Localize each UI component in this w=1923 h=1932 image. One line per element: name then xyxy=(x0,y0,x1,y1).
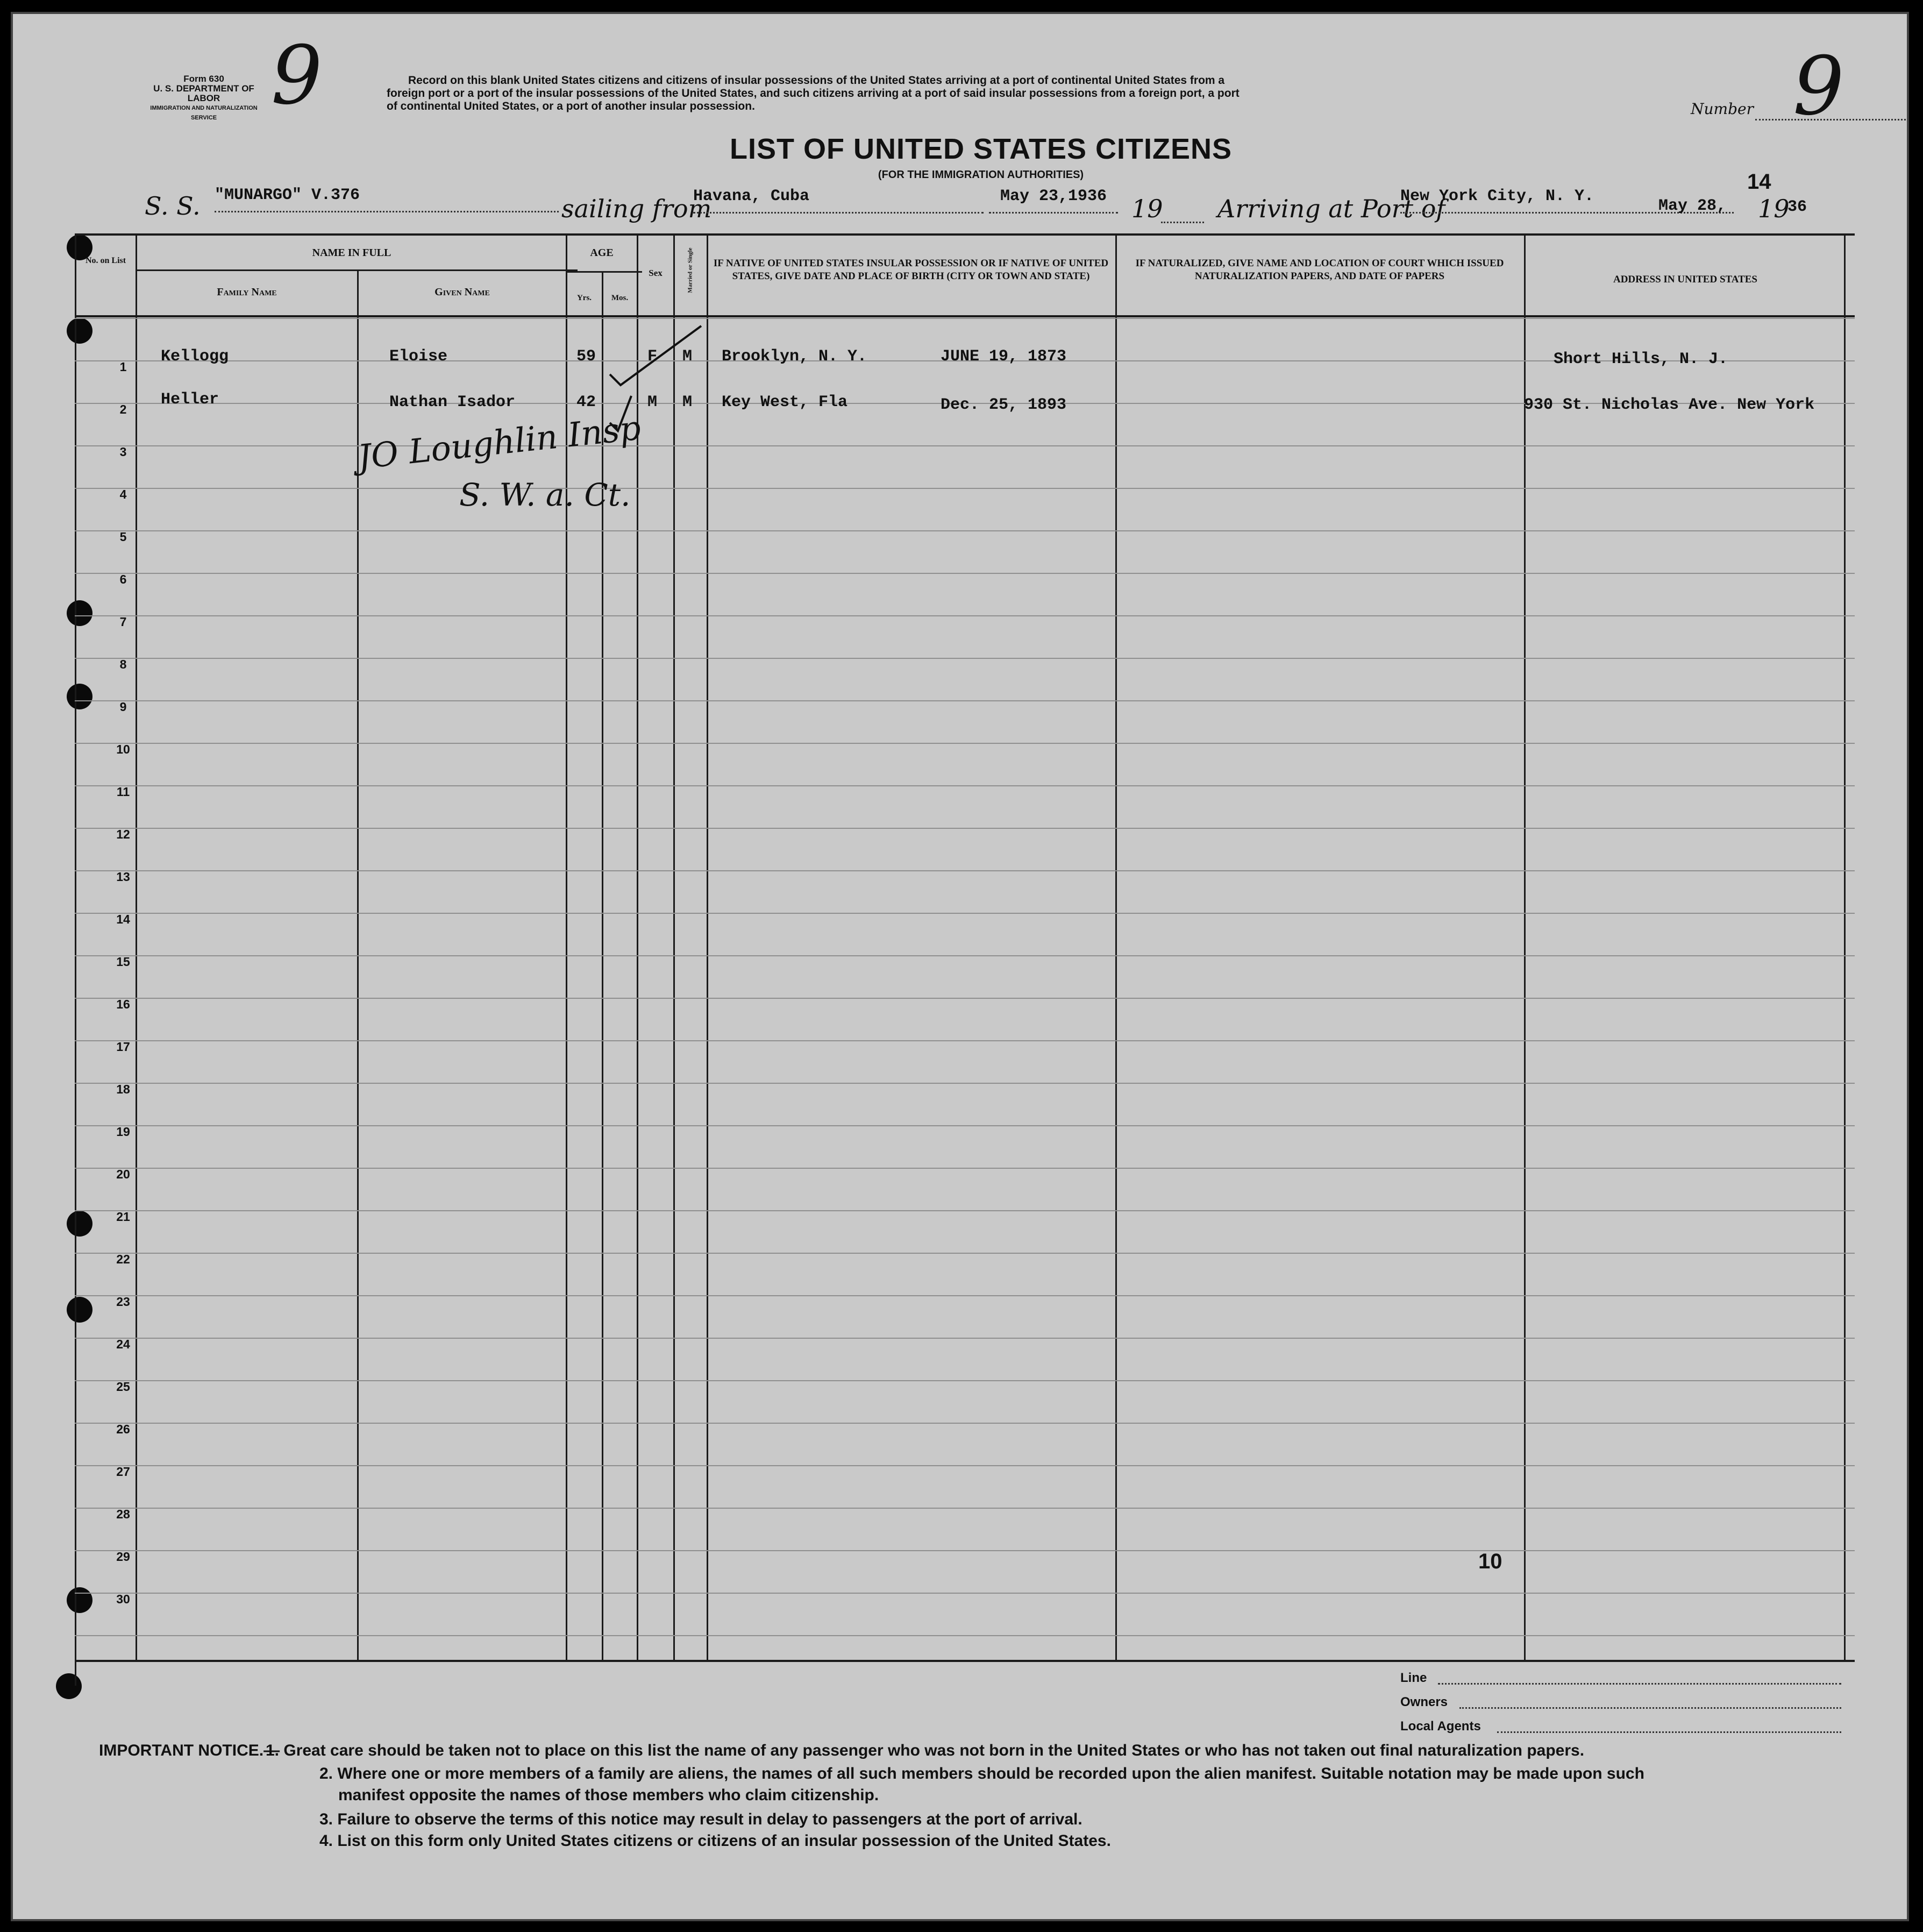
row-rule xyxy=(75,1635,1855,1636)
row-rule xyxy=(75,1550,1855,1551)
row-rule xyxy=(75,913,1855,914)
page-title: LIST OF UNITED STATES CITIZENS xyxy=(730,133,1232,165)
ss-label: S. S. xyxy=(145,191,201,221)
row-rule xyxy=(75,1338,1855,1339)
row-number: 12 xyxy=(116,827,130,841)
notice-heading: IMPORTANT NOTICE.— xyxy=(99,1742,280,1759)
age-years-cell: 42 xyxy=(576,393,596,411)
age-years-cell: 59 xyxy=(576,347,596,366)
header-naturalized: IF NATURALIZED, GIVE NAME AND LOCATION OF COURT WHICH ISSUED NATURALIZATION PAPERS, AND DATE OF PAPERS xyxy=(1135,258,1504,282)
row-rule xyxy=(75,1083,1855,1084)
row-number: 27 xyxy=(116,1465,130,1479)
binder-hole xyxy=(67,1297,92,1323)
marital-cell: M xyxy=(682,347,693,366)
year-suffix: 36 xyxy=(1787,198,1807,216)
row-number: 6 xyxy=(119,572,127,586)
form-id: Form 630 U. S. DEPARTMENT OF LABOR IMMIGRATION AND NATURALIZATION SERVICE xyxy=(150,74,258,121)
binder-hole xyxy=(67,1587,92,1613)
notice-3: 3. Failure to observe the terms of this notice may result in delay to passengers at the port of arrival. xyxy=(319,1810,1082,1828)
page-subtitle: (FOR THE IMMIGRATION AUTHORITIES) xyxy=(878,169,1084,181)
row-number: 2 xyxy=(119,402,127,416)
row-number: 28 xyxy=(116,1507,130,1521)
row-number: 29 xyxy=(116,1550,130,1564)
row-rule xyxy=(75,1508,1855,1509)
col-line xyxy=(673,233,675,1661)
family-name-cell: Heller xyxy=(161,390,219,409)
instructions: Record on this blank United States citizens and citizens of insular possessions of the United States arriving at a port of continental United States from a foreign port or a port of the insular possessions of the United States, and such citizens arriving at a port of said insular possessions from a foreign port, a port of continental United States, or a port of another insular possession. xyxy=(387,74,1240,112)
binder-hole xyxy=(67,1211,92,1237)
row-number: 15 xyxy=(116,955,130,969)
row-rule xyxy=(75,318,1855,319)
given-name-cell: Eloise xyxy=(389,347,448,366)
table-top-border xyxy=(75,233,1855,236)
birthdate-cell: JUNE 19, 1873 xyxy=(941,347,1067,366)
sail-date: May 23,1936 xyxy=(989,187,1118,214)
row-rule xyxy=(75,1125,1855,1126)
header-yrs: Yrs. xyxy=(576,294,592,302)
notice-1: 1. Great care should be taken not to place on this list the name of any passenger who was not born in the United States or who has not taken out final naturalization papers. xyxy=(266,1742,1585,1759)
col-line xyxy=(707,233,708,1661)
col-line xyxy=(75,233,76,1686)
arriving-label: Arriving at Port of xyxy=(1217,194,1445,223)
row-number: 23 xyxy=(116,1295,130,1309)
year-prefix-1: 19 xyxy=(1131,194,1163,223)
row-number: 26 xyxy=(116,1422,130,1436)
row-number: 19 xyxy=(116,1125,130,1139)
row-number: 24 xyxy=(116,1337,130,1351)
row-number: 4 xyxy=(119,487,127,501)
row-rule xyxy=(75,573,1855,574)
row-rule xyxy=(75,1210,1855,1211)
inspector-note: S. W. a. Ct. xyxy=(459,477,631,513)
number-label: Number xyxy=(1691,100,1754,118)
row-number: 5 xyxy=(119,530,127,544)
line-field xyxy=(1438,1683,1841,1685)
number-value: 9 xyxy=(1793,40,1844,133)
handwritten-number: 9 xyxy=(271,29,323,123)
row-rule xyxy=(75,1040,1855,1041)
address-cell: 930 St. Nicholas Ave. New York xyxy=(1524,396,1815,414)
binder-hole xyxy=(67,600,92,626)
birthdate-cell: Dec. 25, 1893 xyxy=(941,396,1067,414)
header-given-name: Given Name xyxy=(435,286,490,298)
inspector-signature: JO Loughlin Insp xyxy=(355,408,643,477)
header-married-single: Married or Single xyxy=(687,247,694,293)
row-number: 25 xyxy=(116,1380,130,1394)
binder-hole xyxy=(56,1673,82,1699)
header-no-on-list: No. on List xyxy=(85,256,126,265)
row-rule xyxy=(75,1295,1855,1296)
row-number: 1 xyxy=(119,360,127,374)
agents-label: Local Agents xyxy=(1400,1719,1481,1734)
col-line xyxy=(1115,233,1117,1661)
family-name-cell: Kellogg xyxy=(161,347,229,366)
row-number: 10 xyxy=(116,742,130,756)
row-number: 9 xyxy=(119,700,127,714)
agents-field xyxy=(1497,1731,1841,1733)
col-line xyxy=(1844,233,1846,1661)
binder-hole xyxy=(67,318,92,344)
arriving-port: New York City, N. Y. xyxy=(1400,187,1734,214)
row-rule xyxy=(75,743,1855,744)
row-rule xyxy=(75,1253,1855,1254)
row-number: 11 xyxy=(116,785,130,799)
header-family-name: Family Name xyxy=(217,286,277,298)
table-bottom-border xyxy=(75,1660,1855,1662)
row-rule xyxy=(75,955,1855,956)
row-number: 18 xyxy=(116,1082,130,1096)
notice-2a: 2. Where one or more members of a family are aliens, the names of all such members should be recorded upon the alien manifest. Suitable notation may be made upon such xyxy=(319,1765,1644,1782)
sex-cell: M xyxy=(647,393,658,411)
row-rule xyxy=(75,658,1855,659)
sailing-from-label: sailing from xyxy=(561,194,712,223)
row-rule xyxy=(75,488,1855,489)
notice-2b: manifest opposite the names of those members who claim citizenship. xyxy=(338,1786,879,1804)
row-number: 22 xyxy=(116,1252,130,1266)
line-label: Line xyxy=(1400,1671,1427,1685)
year-prefix-2: 19 xyxy=(1758,194,1790,223)
row-rule xyxy=(75,828,1855,829)
row-rule xyxy=(75,1423,1855,1424)
row-rule xyxy=(75,530,1855,531)
row-number: 13 xyxy=(116,870,130,884)
header-address: ADDRESS IN UNITED STATES xyxy=(1613,274,1757,285)
row-rule xyxy=(75,1593,1855,1594)
row-number: 16 xyxy=(116,997,130,1011)
header-mos: Mos. xyxy=(611,294,629,302)
row-number: 20 xyxy=(116,1167,130,1181)
row-rule xyxy=(75,998,1855,999)
row-rule xyxy=(75,1380,1855,1381)
row-rule xyxy=(75,445,1855,446)
page-count-stamp: 10 xyxy=(1478,1550,1502,1573)
col-line xyxy=(357,271,359,1661)
col-line xyxy=(1524,233,1526,1661)
binder-hole xyxy=(67,684,92,709)
row-number: 14 xyxy=(116,912,130,926)
notice-4: 4. List on this form only United States citizens or citizens of an insular possession of the United States. xyxy=(319,1832,1111,1850)
ship-name: "MUNARGO" V.376 xyxy=(215,186,559,212)
row-rule xyxy=(75,1168,1855,1169)
year-line-1 xyxy=(1161,222,1204,223)
row-rule xyxy=(75,870,1855,871)
marital-cell: M xyxy=(682,393,693,411)
row-number: 30 xyxy=(116,1592,130,1606)
row-number: 17 xyxy=(116,1040,130,1054)
sex-cell: F xyxy=(647,347,658,366)
owners-label: Owners xyxy=(1400,1695,1448,1709)
row-number: 7 xyxy=(119,615,127,629)
given-name-cell: Nathan Isador xyxy=(389,393,516,411)
header-birth: IF NATIVE OF UNITED STATES INSULAR POSSESSION OR IF NATIVE OF UNITED STATES, GIVE DATE AND PLACE OF BIRTH (CITY OR TOWN AND STATE) xyxy=(713,258,1109,282)
age-divider xyxy=(567,271,642,273)
birthplace-cell: Brooklyn, N. Y. xyxy=(722,347,867,366)
row-rule xyxy=(75,1465,1855,1466)
row-number: 8 xyxy=(119,657,127,671)
row-number: 3 xyxy=(119,445,127,459)
owners-field xyxy=(1459,1707,1841,1709)
row-rule xyxy=(75,785,1855,786)
header-age: AGE xyxy=(590,247,614,259)
address-cell: Short Hills, N. J. xyxy=(1554,350,1728,368)
sailing-from: Havana, Cuba xyxy=(693,187,984,214)
row-rule xyxy=(75,615,1855,616)
header-bottom-border xyxy=(75,315,1855,317)
header-sex: Sex xyxy=(649,268,663,278)
arrival-date: May 28, xyxy=(1658,197,1727,215)
row-rule xyxy=(75,700,1855,701)
row-number: 21 xyxy=(116,1210,130,1224)
manifest-sheet xyxy=(11,12,1909,1921)
stamp-14: 14 xyxy=(1747,170,1771,194)
birthplace-cell: Key West, Fla xyxy=(722,393,848,411)
header-name-in-full: NAME IN FULL xyxy=(312,247,391,259)
